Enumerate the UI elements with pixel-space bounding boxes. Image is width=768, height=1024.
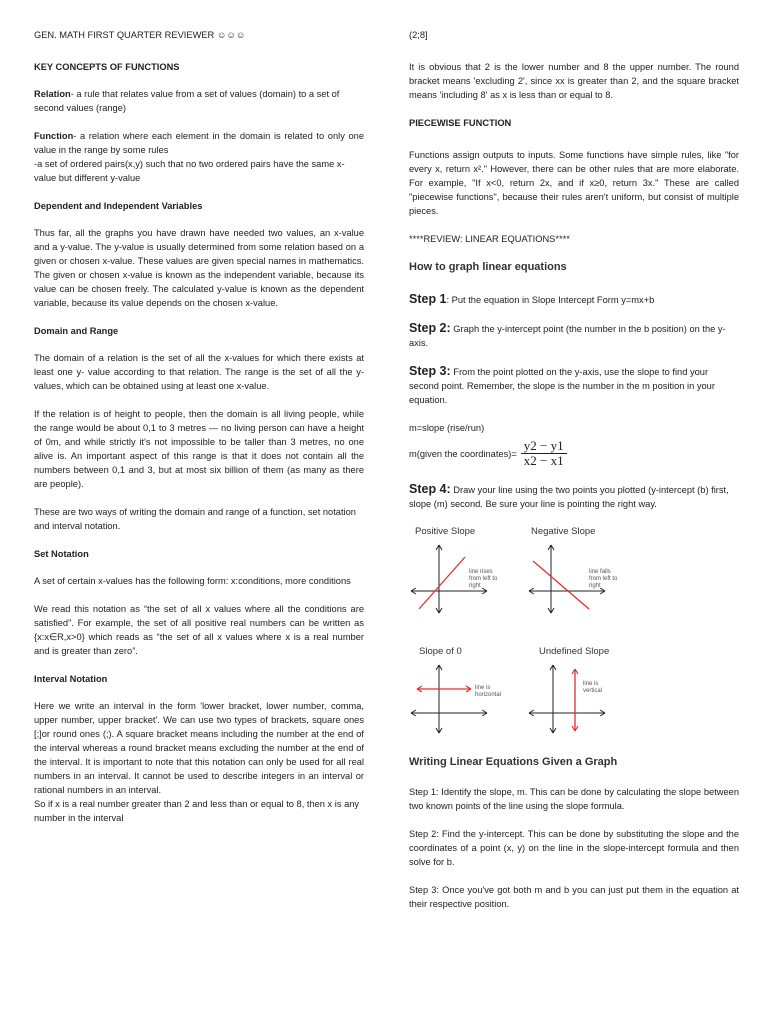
zero-slope-plot [409, 663, 489, 735]
undefined-slope-title: Undefined Slope [539, 646, 610, 657]
relation-definition [34, 87, 364, 115]
relation-text: - a rule that relates value from a set of values (domain) to a set of second values (range) [34, 89, 340, 113]
writing-equations-heading: Writing Linear Equations Given a Graph [409, 756, 618, 768]
review-heading: ****REVIEW: LINEAR EQUATIONS**** [409, 234, 570, 244]
domain-range-heading: Domain and Range [34, 326, 119, 336]
function-definition [34, 129, 364, 157]
function-text: - a relation where each element in the domain is related to only one value in the range by some rules [34, 131, 364, 155]
document-title: GEN. MATH FIRST QUARTER REVIEWER ☺☺☺ [34, 30, 246, 40]
step-2 [409, 321, 739, 350]
domain-paragraph-1: The domain of a relation is the set of all the x-values for which there exists at least one y- value according to that relation. The range is the set of all the y- values, which can be obtained using at least one x-value. [34, 353, 364, 391]
step-3-label: Step 3: [409, 364, 451, 378]
dependent-variables-heading: Dependent and Independent Variables [34, 201, 203, 211]
fraction-denominator: x2 − x1 [523, 453, 564, 468]
set-notation-text-2: We read this notation as “the set of all x values where all the conditions are satisfied”. For example, the set of all positive real numbers can be written as {x:x∈R,x>0} which reads as “the set of all x values where x is a real number and is greater than zero”. [34, 604, 364, 656]
negative-slope-graph [527, 525, 697, 635]
slope-formula [409, 439, 739, 468]
set-notation-text-1: A set of certain x-values has the following form: x:conditions, more conditions [34, 576, 351, 586]
key-concepts-heading: KEY CONCEPTS OF FUNCTIONS [34, 62, 180, 72]
negative-slope-title: Negative Slope [531, 526, 596, 537]
undefined-slope-note: line is vertical [583, 681, 603, 694]
undefined-slope-plot [527, 663, 607, 735]
interval-explanation: It is obvious that 2 is the lower number and 8 the upper number. The round bracket means 'excluding 2', since xx is greater than 2, and the square bracket means 'including 8' as x is less than or equal to 8. [409, 62, 739, 100]
step-2-text: Graph the y-intercept point (the number in the b position) on the y-axis. [409, 324, 726, 348]
slope-definition: m=slope (rise/run) [409, 423, 485, 433]
writing-step-3: Step 3: Once you've got both m and b you can just put them in the equation at their respective position. [409, 885, 739, 909]
step-1 [409, 292, 739, 307]
piecewise-text: Functions assign outputs to inputs. Some functions have simple rules, like "for every x, return x²." However, there can be other rules that are more elaborate. For example, "If x<0, return 2x, and if x≥0, return 3x." These are called "piecewise functions", because their rules aren't uniform, but consist of multiple pieces. [409, 150, 739, 216]
domain-paragraph-2: If the relation is of height to people, then the domain is all living people, while the range would be about 0,1 to 3 metres — no living person can have a height of 0m, and while strictly it's not impossible to be taller than 3 metres, no one alive is. An important aspect of this range is that it does not contain all the numbers between 0,1 and 3, but at most six billion of them (as many as there are people). [34, 409, 364, 489]
positive-slope-note: line rises from left to right [469, 569, 498, 589]
piecewise-heading: PIECEWISE FUNCTION [409, 118, 512, 128]
step-4-text: Draw your line using the two points you plotted (y-intercept (b) first, slope (m) second. Be sure your line is pointing the right way. [409, 485, 729, 509]
negative-slope-note: line falls from left to right [589, 569, 618, 589]
domain-paragraph-3: These are two ways of writing the domain and range of a function, set notation and interval notation. [34, 507, 356, 531]
left-column [34, 28, 364, 839]
positive-slope-title: Positive Slope [415, 526, 476, 537]
zero-slope-title: Slope of 0 [419, 646, 462, 657]
step-3-text: From the point plotted on the y-axis, use the slope to find your second point. Remember, the slope is the number in the m position in your equation. [409, 367, 715, 405]
fraction-numerator: y2 − y1 [521, 439, 567, 454]
interval-notation-text-2: So if x is a real number greater than 2 and less than or equal to 8, then x is any number in the interval [34, 799, 360, 823]
step-4 [409, 482, 739, 511]
dependent-variables-text: Thus far, all the graphs you have drawn have needed two values, an x-value and a y-value. The y-value is usually determined from some relation based on a given or chosen x-value. These values are given special names in mathematics. The given or chosen x-value is known as the independent variable, because its value can be chosen freely. The calculated y-value is known as the dependent variable, because its value depends on the chosen x-value. [34, 228, 364, 308]
step-3 [409, 364, 739, 407]
interval-example: (2;8] [409, 30, 428, 40]
right-column [409, 28, 739, 925]
step-4-label: Step 4: [409, 482, 451, 496]
step-2-label: Step 2: [409, 321, 451, 335]
function-term: Function [34, 131, 74, 141]
set-notation-heading: Set Notation [34, 549, 89, 559]
step-1-label: Step 1 [409, 292, 447, 306]
relation-term: Relation [34, 89, 71, 99]
interval-notation-heading: Interval Notation [34, 674, 108, 684]
undefined-slope-graph [527, 645, 697, 755]
writing-step-1: Step 1: Identify the slope, m. This can be done by calculating the slope between two known points of the line using the slope formula. [409, 787, 739, 811]
zero-slope-note: line is horizontal [475, 685, 502, 698]
function-definition-2: -a set of ordered pairs(x,y) such that no two ordered pairs have the same x-value but different y-value [34, 159, 345, 183]
axis-arrows [411, 665, 487, 733]
step-1-text: : Put the equation in Slope Intercept Form y=mx+b [446, 295, 655, 305]
writing-step-2: Step 2: Find the y-intercept. This can be done by substituting the slope and the coordinates of a point (x, y) on the line in the slope-intercept formula and then solve for b. [409, 829, 739, 867]
axis-arrows [529, 665, 605, 733]
slope-fraction [521, 439, 567, 468]
interval-notation-text: Here we write an interval in the form 'lower bracket, lower number, comma, upper number, upper bracket'. We can use two types of brackets, square ones [;]or round ones (;). A square bracket means including the number at the end of the interval whereas a round bracket means excluding the number at the end of the interval. It is important to note that this notation can only be used for all real numbers in an interval. It cannot be used to describe integers in an interval or rational numbers in an interval. [34, 701, 364, 795]
slope-graphs [409, 525, 749, 745]
slope-formula-label: m(given the coordinates)= [409, 448, 517, 459]
graph-linear-heading: How to graph linear equations [409, 261, 567, 273]
falling-line [533, 561, 589, 609]
rising-line [419, 557, 465, 609]
